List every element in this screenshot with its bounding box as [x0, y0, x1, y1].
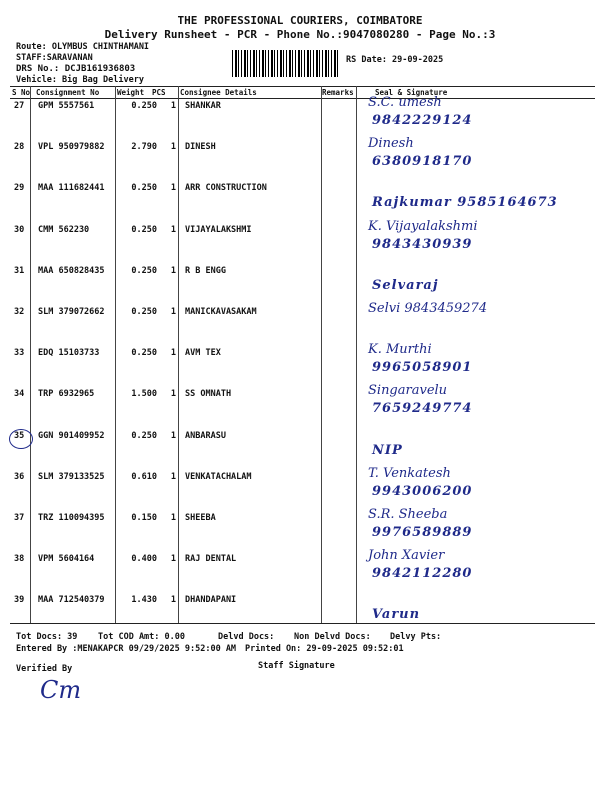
- consignment-number: SLM 379133525: [38, 471, 105, 482]
- rs-date: RS Date: 29-09-2025: [346, 55, 444, 65]
- handwritten-signature: Selvi 9843459274: [368, 301, 488, 316]
- handwritten-phone: 9842112280: [372, 566, 473, 582]
- pieces-count: 1: [170, 224, 176, 235]
- handwritten-signature: Dinesh: [368, 136, 414, 152]
- delivery-points: Delvy Pts:: [390, 632, 442, 642]
- pieces-count: 1: [170, 183, 176, 194]
- row-sno: 35: [14, 430, 25, 441]
- consignment-number: SLM 379072662: [38, 307, 105, 317]
- handwritten-signature: K. Murthi: [368, 342, 432, 358]
- vehicle-label: Vehicle: Big Bag Delivery: [16, 75, 144, 85]
- row-sno: 28: [14, 142, 25, 153]
- table-header-rule: [10, 98, 595, 99]
- consignee-name: DINESH: [185, 142, 216, 153]
- weight-value: 0.400: [131, 554, 157, 565]
- weight-value: 0.150: [131, 513, 157, 523]
- consignment-number: TRZ 110094395: [38, 513, 105, 523]
- handwritten-signature: K. Vijayalakshmi: [368, 218, 478, 234]
- consignment-number: GPM 5557561: [38, 101, 95, 111]
- pieces-count: 1: [170, 389, 176, 400]
- weight-value: 0.250: [131, 348, 157, 359]
- pieces-count: 1: [170, 554, 176, 565]
- row-sno: 34: [14, 389, 25, 400]
- pieces-count: 1: [170, 142, 176, 153]
- handwritten-circle: [9, 429, 33, 449]
- consignment-number: EDQ 15103733: [38, 348, 100, 359]
- handwritten-signature: T. Venkatesh: [368, 465, 451, 481]
- pieces-count: 1: [170, 348, 176, 359]
- entered-by: Entered By :MENAKAPCR 09/29/2025 9:52:00 AM: [16, 644, 237, 654]
- handwritten-phone: Varun: [372, 607, 421, 623]
- route-label: Route: OLYMBUS CHINTHAMANI: [16, 42, 150, 52]
- row-sno: 32: [14, 307, 25, 317]
- weight-value: 0.610: [131, 471, 157, 482]
- barcode: [232, 50, 340, 77]
- row-sno: 29: [14, 183, 25, 194]
- consignment-number: TRP 6932965: [38, 389, 95, 400]
- consignment-number: CMM 562230: [38, 224, 90, 235]
- consignment-number: GGN 901409952: [38, 430, 105, 441]
- consignee-name: SS OMNATH: [185, 389, 232, 400]
- weight-value: 0.250: [131, 430, 157, 441]
- delivered-docs: Delvd Docs:: [218, 632, 275, 642]
- col-header-pcs: PCS: [152, 88, 166, 97]
- weight-value: 1.500: [131, 389, 157, 400]
- total-cod: Tot COD Amt: 0.00: [98, 632, 185, 642]
- consignee-name: MANICKAVASAKAM: [185, 307, 257, 317]
- pieces-count: 1: [170, 513, 176, 523]
- printed-on: Printed On: 29-09-2025 09:52:01: [245, 644, 404, 654]
- consignee-name: R B ENGG: [185, 265, 226, 276]
- verified-by-label: Verified By: [16, 664, 73, 674]
- col-header-signature: Seal & Signature: [375, 88, 448, 97]
- col-header-consignee: Consignee Details: [180, 88, 257, 97]
- handwritten-phone: 9976589889: [372, 525, 473, 540]
- runsheet-title: Delivery Runsheet - PCR - Phone No.:9047080280 - Page No.:3: [104, 28, 496, 41]
- consignee-name: ANBARASU: [185, 430, 226, 441]
- consignee-name: SHEEBA: [185, 513, 216, 523]
- weight-value: 0.250: [131, 307, 157, 317]
- pieces-count: 1: [170, 595, 176, 606]
- col-header-sno: S No: [12, 88, 31, 97]
- row-sno: 38: [14, 554, 25, 565]
- consignee-name: DHANDAPANI: [185, 595, 237, 606]
- weight-value: 2.790: [131, 142, 157, 153]
- consignee-name: SHANKAR: [185, 101, 221, 111]
- handwritten-phone: 9842229124: [372, 113, 473, 128]
- company-title: THE PROFESSIONAL COURIERS, COIMBATORE: [177, 14, 423, 27]
- row-sno: 36: [14, 471, 25, 482]
- row-sno: 27: [14, 101, 25, 111]
- weight-value: 1.430: [131, 595, 157, 606]
- table-top-rule: [10, 86, 595, 87]
- consignment-number: VPL 950979882: [38, 142, 105, 153]
- weight-value: 0.250: [131, 183, 157, 194]
- weight-value: 0.250: [131, 224, 157, 235]
- weight-value: 0.250: [131, 101, 157, 111]
- pieces-count: 1: [170, 430, 176, 441]
- handwritten-signature: S.R. Sheeba: [368, 507, 448, 522]
- consignment-number: MAA 712540379: [38, 595, 105, 606]
- staff-label: STAFF:SARAVANAN: [16, 53, 93, 63]
- row-sno: 39: [14, 595, 25, 606]
- pieces-count: 1: [170, 101, 176, 111]
- pieces-count: 1: [170, 265, 176, 276]
- col-header-remarks: Remarks: [322, 88, 354, 97]
- row-sno: 37: [14, 513, 25, 523]
- consignee-name: VIJAYALAKSHMI: [185, 224, 252, 235]
- col-header-consignment: Consignment No: [36, 88, 100, 97]
- handwritten-phone: 9943006200: [372, 483, 473, 499]
- row-sno: 33: [14, 348, 25, 359]
- handwritten-phone: Selvaraj: [372, 277, 439, 293]
- handwritten-phone: 9965058901: [372, 360, 473, 376]
- consignment-number: MAA 650828435: [38, 265, 105, 276]
- handwritten-signature: John Xavier: [368, 548, 445, 564]
- weight-value: 0.250: [131, 265, 157, 276]
- handwritten-signature: S.C. umesh: [368, 95, 442, 110]
- handwritten-phone: Rajkumar 9585164673: [372, 195, 558, 211]
- non-delivered-docs: Non Delvd Docs:: [294, 632, 371, 642]
- handwritten-signature: Singaravelu: [368, 383, 448, 399]
- col-header-weight: Weight: [117, 88, 145, 97]
- pieces-count: 1: [170, 471, 176, 482]
- consignment-number: MAA 111682441: [38, 183, 105, 194]
- pieces-count: 1: [170, 307, 176, 317]
- handwritten-phone: 9843430939: [372, 236, 473, 252]
- consignee-name: ARR CONSTRUCTION: [185, 183, 267, 194]
- handwritten-phone: 7659249774: [372, 401, 473, 417]
- consignment-number: VPM 5604164: [38, 554, 95, 565]
- drs-number: DRS No.: DCJB161936803: [16, 64, 136, 74]
- consignee-name: AVM TEX: [185, 348, 221, 359]
- row-sno: 31: [14, 265, 25, 276]
- handwritten-phone: 6380918170: [372, 154, 473, 170]
- verifier-signature: Cm: [40, 676, 82, 704]
- total-docs: Tot Docs: 39: [16, 632, 78, 642]
- row-sno: 30: [14, 224, 25, 235]
- staff-signature-label: Staff Signature: [258, 661, 335, 671]
- consignee-name: VENKATACHALAM: [185, 471, 252, 482]
- consignee-name: RAJ DENTAL: [185, 554, 237, 565]
- handwritten-phone: NIP: [372, 442, 403, 458]
